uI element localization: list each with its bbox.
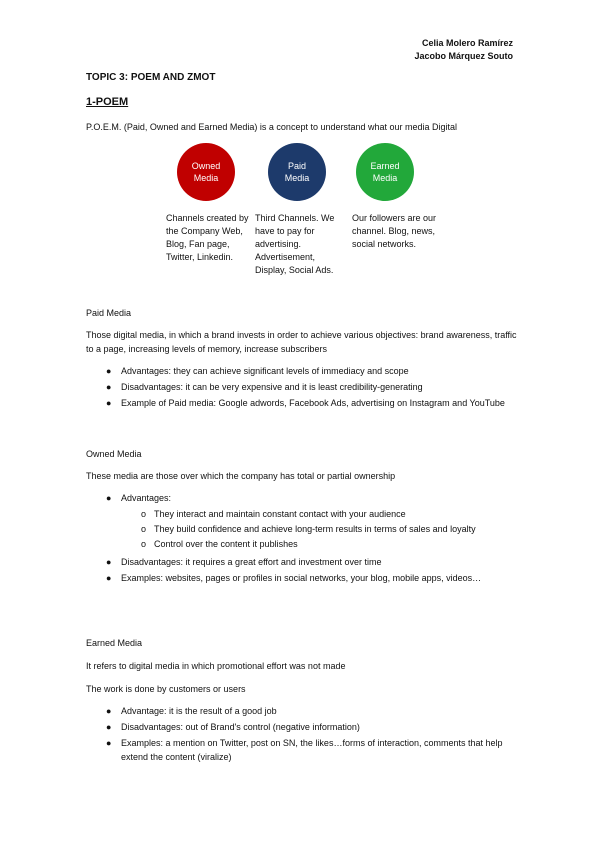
sub-list-item (121, 537, 526, 551)
list-item (106, 364, 526, 378)
earned-media-definition: It refers to digital media in which promotional effort was not made (86, 661, 346, 671)
sub-list-item-text: They build confidence and achieve long-term results in terms of sales and loyalty (154, 524, 476, 534)
owned-media-definition: These media are those over which the company has total or partial ownership (86, 471, 396, 481)
list-item (106, 704, 526, 718)
intro-paragraph: P.O.E.M. (Paid, Owned and Earned Media) is a concept to understand what our media Digital (86, 122, 458, 132)
paid-media-description: Third Channels. We have to pay for advertising. Advertisement, Display, Social Ads. (255, 213, 335, 275)
owned-media-heading: Owned Media (86, 449, 142, 459)
paid-media-list (106, 364, 526, 412)
list-item-text: Examples: websites, pages or profiles in social networks, your blog, mobile apps, videos… (121, 573, 482, 583)
bullet-dot-icon: ● (106, 573, 112, 583)
topic-title: TOPIC 3: POEM AND ZMOT (86, 72, 216, 83)
list-item-text: Disadvantages: out of Brand's control (negative information) (121, 722, 360, 732)
list-item-text: Advantages: they can achieve significant levels of immediacy and scope (121, 366, 409, 376)
list-item-text: Advantage: it is the result of a good job (121, 706, 277, 716)
list-item (106, 736, 526, 764)
list-item-text: Examples: a mention on Twitter, post on SN, the likes…forms of interaction, comments that help extend the content (viralize) (121, 738, 503, 762)
list-item (106, 720, 526, 734)
bullet-circle-icon: o (141, 524, 147, 534)
earned-media-circle (356, 143, 414, 201)
list-item-text: Advantages: (121, 493, 172, 503)
sub-list-item (121, 507, 526, 521)
advantages-sublist (121, 507, 526, 551)
list-item (106, 396, 526, 410)
bullet-dot-icon: ● (106, 738, 112, 748)
author-name: Celia Molero Ramírez (421, 38, 513, 48)
list-item (106, 555, 526, 569)
author-block (414, 37, 513, 63)
earned-media-description: Our followers are our channel. Blog, news, social networks. (352, 213, 437, 249)
bullet-dot-icon: ● (106, 398, 112, 408)
sub-list-item (121, 522, 526, 536)
circle-label: Media (284, 173, 310, 183)
paid-media-heading: Paid Media (86, 308, 132, 318)
earned-media-list (106, 704, 526, 766)
list-item-text: Disadvantages: it can be very expensive and it is least credibility-generating (121, 382, 423, 392)
bullet-circle-icon: o (141, 539, 147, 549)
bullet-dot-icon: ● (106, 722, 112, 732)
list-item-text: Example of Paid media: Google adwords, Facebook Ads, advertising on Instagram and YouTube (121, 398, 505, 408)
bullet-dot-icon: ● (106, 382, 112, 392)
sub-list-item-text: Control over the content it publishes (154, 539, 298, 549)
circle-label: Owned (191, 161, 221, 171)
bullet-dot-icon: ● (106, 366, 112, 376)
sub-list-item-text: They interact and maintain constant contact with your audience (154, 509, 406, 519)
bullet-circle-icon: o (141, 509, 147, 519)
circle-label: Earned (370, 161, 400, 171)
list-item (106, 491, 526, 551)
circle-label: Paid (287, 161, 306, 171)
section-heading-poem: 1-POEM (86, 96, 129, 108)
paid-media-definition: Those digital media, in which a brand invests in order to achieve various objectives: brand awareness, traffic to a page, increasing levels of memory, increase subscribers (86, 330, 517, 354)
circle-label: Media (193, 173, 219, 183)
bullet-dot-icon: ● (106, 557, 112, 567)
bullet-dot-icon: ● (106, 706, 112, 716)
list-item (106, 571, 526, 585)
owned-media-list (106, 491, 526, 587)
earned-media-definition-2: The work is done by customers or users (86, 684, 246, 694)
author-name: Jacobo Márquez Souto (414, 51, 513, 61)
owned-media-description: Channels created by the Company Web, Blog, Fan page, Twitter, Linkedin. (166, 213, 249, 262)
list-item (106, 380, 526, 394)
earned-media-heading: Earned Media (86, 638, 143, 648)
bullet-dot-icon: ● (106, 493, 112, 503)
list-item-text: Disadvantages: it requires a great effort and investment over time (121, 557, 382, 567)
owned-media-circle (177, 143, 235, 201)
paid-media-circle (268, 143, 326, 201)
circle-label: Media (372, 173, 398, 183)
